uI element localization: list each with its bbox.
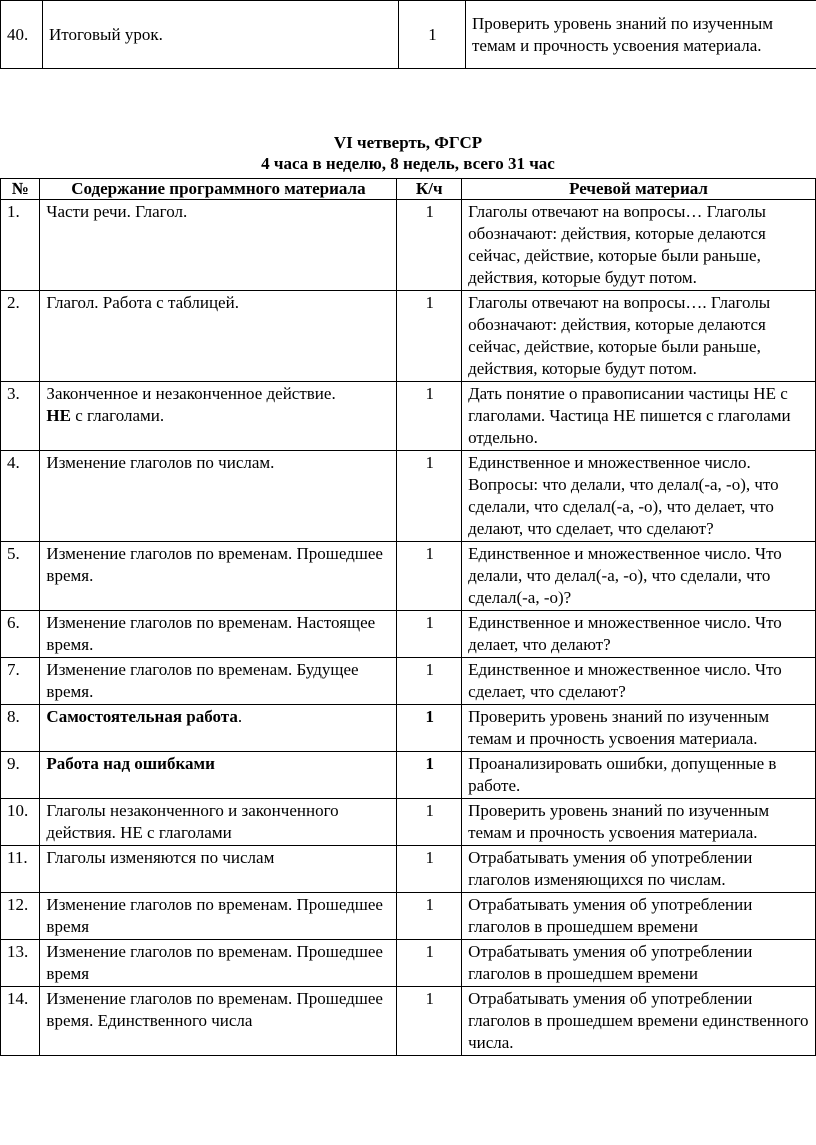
quarter-heading bbox=[0, 132, 816, 174]
lesson-number: 7. bbox=[1, 658, 40, 705]
table-row bbox=[1, 846, 816, 893]
lesson-number: 9. bbox=[1, 752, 40, 799]
previous-lessons-table bbox=[0, 0, 816, 69]
lesson-speech-material: Единственное и множественное число. Вопросы: что делали, что делал(-а, -о), что сделали, что сделал(-а, -о), что делает, что делают, что сделает, что сделают? bbox=[462, 451, 816, 542]
lesson-topic: Глаголы изменяются по числам bbox=[40, 846, 397, 893]
lesson-topic: Изменение глаголов по временам. Настоящее время. bbox=[40, 611, 397, 658]
lesson-topic: Изменение глаголов по временам. Прошедшее время bbox=[40, 940, 397, 987]
quarter-title: VI четверть, ФГСР bbox=[333, 133, 483, 152]
lesson-topic: Части речи. Глагол. bbox=[40, 200, 397, 291]
lesson-speech-material: Проверить уровень знаний по изученным темам и прочность усвоения материала. bbox=[462, 799, 816, 846]
header-number: № bbox=[1, 179, 40, 200]
lesson-speech-material: Единственное и множественное число. Что сделает, что сделают? bbox=[462, 658, 816, 705]
lesson-topic-bold: Самостоятельная работа bbox=[46, 707, 238, 726]
lesson-number: 11. bbox=[1, 846, 40, 893]
header-content: Содержание программного материала bbox=[40, 179, 397, 200]
lesson-topic bbox=[40, 705, 397, 752]
table-row bbox=[1, 611, 816, 658]
table-row bbox=[1, 451, 816, 542]
lesson-speech-material: Отрабатывать умения об употреблении глаголов изменяющихся по числам. bbox=[462, 846, 816, 893]
lesson-hours: 1 bbox=[397, 987, 462, 1056]
lesson-speech-material: Дать понятие о правописании частицы НЕ с глаголами. Частица НЕ пишется с глаголами отдельно. bbox=[462, 382, 816, 451]
table-row bbox=[1, 940, 816, 987]
header-hours: К/ч bbox=[397, 179, 462, 200]
lesson-topic bbox=[40, 382, 397, 451]
table-row bbox=[1, 987, 816, 1056]
lesson-hours: 1 bbox=[399, 1, 466, 69]
lesson-speech-material: Отрабатывать умения об употреблении глаголов в прошедшем времени единственного числа. bbox=[462, 987, 816, 1056]
lesson-speech-material: Единственное и множественное число. Что делали, что делал(-а, -о), что сделали, что сделал(-а, -о)? bbox=[462, 542, 816, 611]
table-row bbox=[1, 1, 816, 69]
lesson-topic-text: Законченное и незаконченное действие. bbox=[46, 384, 336, 403]
lesson-number: 3. bbox=[1, 382, 40, 451]
lesson-speech-material: Проверить уровень знаний по изученным темам и прочность усвоения материала. bbox=[462, 705, 816, 752]
lesson-topic: Глаголы незаконченного и законченного действия. НЕ с глаголами bbox=[40, 799, 397, 846]
lesson-topic-bold: НЕ bbox=[46, 406, 71, 425]
lesson-hours: 1 bbox=[397, 799, 462, 846]
lesson-topic: Изменение глаголов по временам. Прошедшее время. bbox=[40, 542, 397, 611]
lesson-speech-material: Глаголы отвечают на вопросы… Глаголы обозначают: действия, которые делаются сейчас, действие, которые были раньше, действия, которые будут потом. bbox=[462, 200, 816, 291]
lesson-hours: 1 bbox=[397, 200, 462, 291]
lesson-speech-material: Отрабатывать умения об употреблении глаголов в прошедшем времени bbox=[462, 893, 816, 940]
lesson-topic-text: с глаголами. bbox=[70, 406, 165, 425]
table-row bbox=[1, 200, 816, 291]
lesson-hours: 1 bbox=[397, 291, 462, 382]
lesson-number: 5. bbox=[1, 542, 40, 611]
lesson-number: 2. bbox=[1, 291, 40, 382]
lesson-number: 1. bbox=[1, 200, 40, 291]
lesson-hours: 1 bbox=[397, 940, 462, 987]
lesson-hours: 1 bbox=[397, 846, 462, 893]
lesson-hours: 1 bbox=[397, 705, 462, 752]
lesson-hours: 1 bbox=[397, 752, 462, 799]
table-row bbox=[1, 752, 816, 799]
table-header-row bbox=[1, 179, 816, 200]
lesson-speech-material: Проверить уровень знаний по изученным темам и прочность усвоения материала. bbox=[466, 1, 816, 69]
lesson-number: 10. bbox=[1, 799, 40, 846]
lesson-speech-material: Отрабатывать умения об употреблении глаголов в прошедшем времени bbox=[462, 940, 816, 987]
lesson-number: 12. bbox=[1, 893, 40, 940]
lesson-topic: Изменение глаголов по числам. bbox=[40, 451, 397, 542]
table-row bbox=[1, 893, 816, 940]
lesson-plan-table bbox=[0, 178, 816, 1056]
lesson-number: 13. bbox=[1, 940, 40, 987]
lesson-topic: Изменение глаголов по временам. Прошедшее время. Единственного числа bbox=[40, 987, 397, 1056]
lesson-topic-text: . bbox=[237, 707, 243, 726]
lesson-topic: Итоговый урок. bbox=[43, 1, 399, 69]
lesson-speech-material: Единственное и множественное число. Что делает, что делают? bbox=[462, 611, 816, 658]
lesson-number: 4. bbox=[1, 451, 40, 542]
lesson-hours: 1 bbox=[397, 382, 462, 451]
table-row bbox=[1, 658, 816, 705]
lesson-number: 6. bbox=[1, 611, 40, 658]
lesson-speech-material: Проанализировать ошибки, допущенные в работе. bbox=[462, 752, 816, 799]
lesson-number: 8. bbox=[1, 705, 40, 752]
table-row bbox=[1, 799, 816, 846]
lesson-topic: Глагол. Работа с таблицей. bbox=[40, 291, 397, 382]
table-row bbox=[1, 542, 816, 611]
table-row bbox=[1, 705, 816, 752]
lesson-hours: 1 bbox=[397, 893, 462, 940]
lesson-number: 14. bbox=[1, 987, 40, 1056]
lesson-hours: 1 bbox=[397, 611, 462, 658]
lesson-hours: 1 bbox=[397, 542, 462, 611]
table-row bbox=[1, 382, 816, 451]
quarter-hours-summary: 4 часа в неделю, 8 недель, всего 31 час bbox=[261, 154, 555, 173]
lesson-hours: 1 bbox=[397, 451, 462, 542]
lesson-topic: Изменение глаголов по временам. Прошедшее время bbox=[40, 893, 397, 940]
lesson-topic: Работа над ошибками bbox=[40, 752, 397, 799]
lesson-hours: 1 bbox=[397, 658, 462, 705]
table-row bbox=[1, 291, 816, 382]
lesson-number: 40. bbox=[1, 1, 43, 69]
lesson-speech-material: Глаголы отвечают на вопросы…. Глаголы обозначают: действия, которые делаются сейчас, действие, которые были раньше, действия, которые будут потом. bbox=[462, 291, 816, 382]
header-speech-material: Речевой материал bbox=[462, 179, 816, 200]
lesson-topic: Изменение глаголов по временам. Будущее время. bbox=[40, 658, 397, 705]
